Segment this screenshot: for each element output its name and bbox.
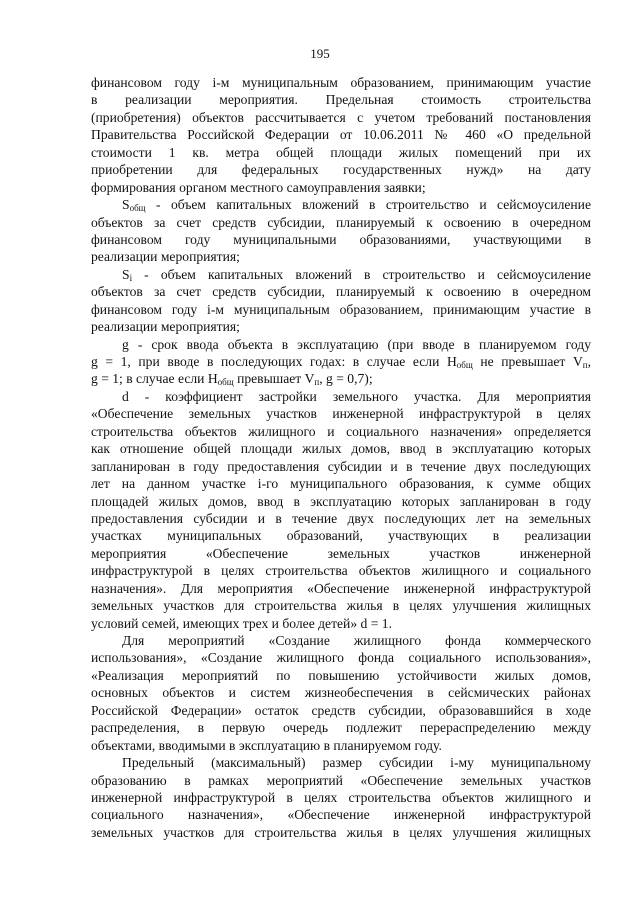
body-text bbox=[91, 74, 591, 841]
text-line bbox=[91, 597, 591, 614]
text-line bbox=[91, 161, 591, 178]
line-subscript: п bbox=[582, 360, 588, 370]
line-text: - объем капитальных вложений в строительство и сейсмоусиление bbox=[145, 197, 591, 213]
text-line bbox=[91, 754, 591, 771]
text-line bbox=[91, 214, 591, 231]
line-text: финансовом году i-м муниципальным образованием, принимающим участие bbox=[91, 75, 591, 90]
line-text: объектами, вводимыми в эксплуатацию в планируемом году. bbox=[91, 737, 442, 753]
text-line bbox=[91, 545, 591, 562]
text-line bbox=[91, 423, 591, 440]
line-text: социального назначения», «Обеспечение инженерной инфраструктурой bbox=[91, 807, 591, 823]
text-line bbox=[91, 196, 591, 213]
line-text: земельных участков для строительства жилья в целях улучшения жилищных bbox=[91, 598, 591, 614]
text-line bbox=[91, 283, 591, 300]
text-line bbox=[91, 824, 591, 841]
line-text: площадей жилых домов, ввод в эксплуатацию которых запланирован в году bbox=[91, 493, 591, 509]
line-text: реализации мероприятия; bbox=[91, 319, 240, 335]
text-line bbox=[91, 493, 591, 510]
line-text: распределения, в первую очередь подлежит перераспределению между bbox=[91, 720, 591, 736]
text-line bbox=[91, 126, 591, 143]
line-text: d - коэффициент застройки земельного участка. Для мероприятия bbox=[122, 388, 591, 404]
text-line bbox=[91, 475, 591, 492]
text-line bbox=[91, 632, 591, 649]
line-text: не превышает V bbox=[472, 354, 583, 369]
text-line bbox=[91, 370, 591, 387]
line-text: использования», «Создание жилищного фонда социального использования», bbox=[91, 650, 591, 666]
text-line bbox=[91, 772, 591, 789]
line-text: инженерной инфраструктурой в целях строительства объектов жилищного и bbox=[91, 789, 591, 805]
line-text: «Обеспечение земельных участков инженерной инфраструктурой в целях bbox=[91, 406, 591, 422]
line-subscript: п bbox=[314, 377, 320, 388]
line-text: Российской Федерации» остаток средств субсидии, образовавшийся в ходе bbox=[91, 702, 591, 718]
line-text: мероприятия «Обеспечение земельных участков инженерной bbox=[91, 545, 591, 561]
text-line bbox=[91, 405, 591, 422]
line-text: g = 1, при вводе в последующих годах: в случае если H bbox=[91, 354, 457, 369]
line-text: формирования органом местного самоуправления заявки; bbox=[91, 179, 426, 195]
line-text: финансовом году муниципальными образованиями, участвующими в bbox=[91, 231, 591, 247]
text-line bbox=[91, 684, 591, 701]
text-line bbox=[91, 458, 591, 475]
text-line bbox=[91, 353, 591, 370]
text-line bbox=[91, 248, 591, 265]
line-subscript: общ bbox=[456, 360, 473, 370]
text-line bbox=[91, 336, 591, 353]
line-text: , bbox=[587, 354, 591, 369]
text-line bbox=[91, 562, 591, 579]
line-text: образованию в рамках мероприятий «Обеспечение земельных участков bbox=[91, 772, 591, 788]
line-text: финансовом году i-м муниципальным образованием, принимающим участие в bbox=[91, 301, 591, 317]
line-text: объектов за счет средств субсидии, планируемый к освоению в очередном bbox=[91, 214, 591, 230]
line-text: g - срок ввода объекта в эксплуатацию (при вводе в планируемом году bbox=[122, 336, 591, 352]
line-text: приобретении для федеральных государственных нужд» на дату bbox=[91, 162, 591, 178]
line-text: - объем капитальных вложений в строительство и сейсмоусиление bbox=[132, 266, 591, 282]
text-line bbox=[91, 266, 591, 283]
text-line bbox=[91, 510, 591, 527]
line-text: условий семей, имеющих трех и более детей» d = 1. bbox=[91, 615, 392, 631]
text-line bbox=[91, 91, 591, 108]
text-line bbox=[91, 719, 591, 736]
line-subscript: общ bbox=[129, 203, 146, 214]
line-subscript: общ bbox=[217, 377, 234, 388]
line-text: как отношение общей площади жилых домов, ввод в эксплуатацию которых bbox=[91, 441, 591, 457]
text-line bbox=[91, 74, 591, 91]
text-line bbox=[91, 179, 591, 196]
line-text: лет на данном участке i-го муниципального образования, к сумме общих bbox=[91, 476, 591, 492]
line-text: , g = 0,7); bbox=[319, 371, 373, 387]
line-text: Предельный (максимальный) размер субсидии i-му муниципальному bbox=[122, 755, 591, 771]
line-text: запланирован в году предоставления субсидии и в течение двух последующих bbox=[91, 458, 591, 474]
text-line bbox=[91, 702, 591, 719]
line-text: строительства объектов жилищного и социального назначения» определяется bbox=[91, 423, 591, 439]
text-line bbox=[91, 527, 591, 544]
line-text: инфраструктурой в целях строительства объектов жилищного и социального bbox=[91, 563, 591, 579]
text-line bbox=[91, 144, 591, 161]
line-text: участках муниципальных образований, участвующих в реализации bbox=[91, 528, 591, 544]
line-text: g = 1; в случае если H bbox=[91, 371, 218, 387]
line-text: (приобретения) объектов рассчитывается с учетом требований постановления bbox=[91, 109, 591, 125]
line-text: S bbox=[122, 266, 130, 282]
text-line bbox=[91, 737, 591, 754]
text-line bbox=[91, 789, 591, 806]
text-line bbox=[91, 318, 591, 335]
text-line bbox=[91, 109, 591, 126]
line-text: Правительства Российской Федерации от 10.06.2011 № 460 «О предельной bbox=[91, 127, 591, 143]
line-text: «Реализация мероприятий по повышению устойчивости жилых домов, bbox=[91, 667, 591, 683]
text-line bbox=[91, 580, 591, 597]
line-text: основных объектов и систем жизнеобеспечения в сейсмических районах bbox=[91, 685, 591, 701]
line-text: S bbox=[122, 197, 130, 213]
line-text: объектов за счет средств субсидии, планируемый к освоению в очередном bbox=[91, 284, 591, 300]
text-line bbox=[91, 667, 591, 684]
line-subscript: i bbox=[129, 272, 133, 283]
line-text: стоимости 1 кв. метра общей площади жилых помещений при их bbox=[91, 144, 591, 160]
text-line bbox=[91, 649, 591, 666]
line-text: Для мероприятий «Создание жилищного фонда коммерческого bbox=[122, 633, 591, 648]
line-text: в реализации мероприятия. Предельная стоимость строительства bbox=[91, 92, 591, 108]
text-line bbox=[91, 301, 591, 318]
line-text: предоставления субсидии и в течение двух последующих лет на земельных bbox=[91, 510, 591, 526]
page-number: 195 bbox=[310, 46, 330, 61]
line-text: назначения». Для мероприятия «Обеспечение инженерной инфраструктурой bbox=[91, 580, 591, 596]
text-line bbox=[91, 231, 591, 248]
text-line bbox=[91, 440, 591, 457]
line-text: превышает V bbox=[233, 371, 315, 387]
text-line bbox=[91, 806, 591, 823]
text-line bbox=[91, 388, 591, 405]
line-text: земельных участков для строительства жилья в целях улучшения жилищных bbox=[91, 824, 591, 840]
text-line bbox=[91, 615, 591, 632]
line-text: реализации мероприятия; bbox=[91, 249, 240, 265]
